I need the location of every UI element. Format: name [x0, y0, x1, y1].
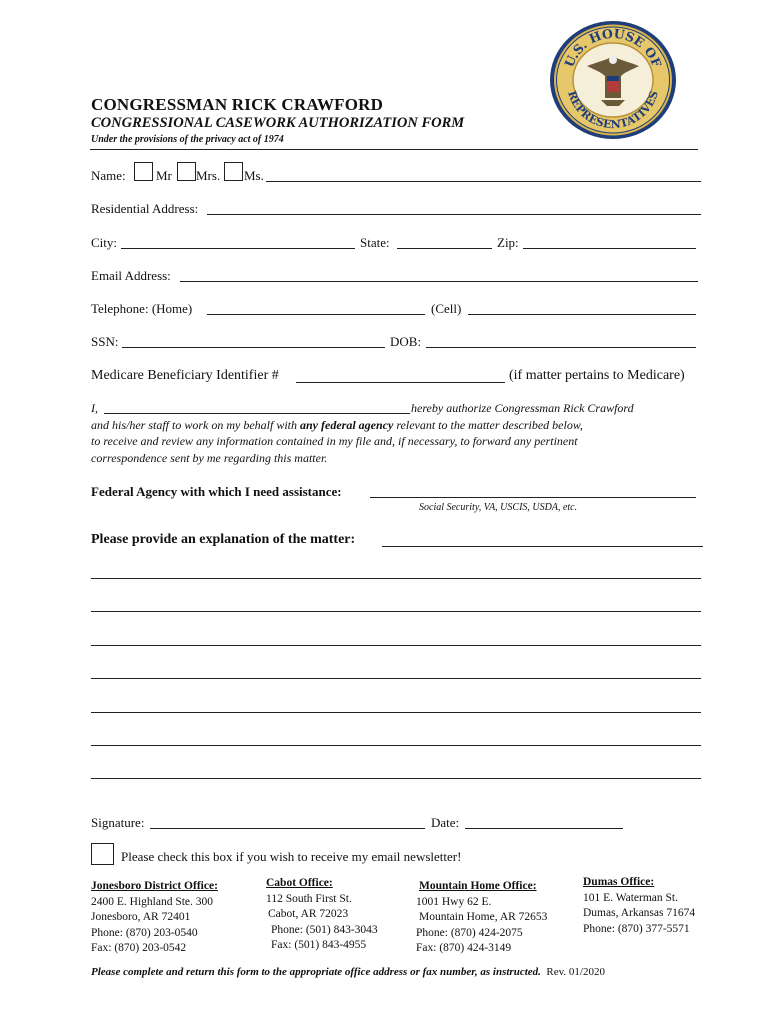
newsletter-checkbox[interactable]	[91, 843, 114, 865]
explanation-label: Please provide an explanation of the matter:	[91, 532, 356, 547]
ssn-field[interactable]	[122, 347, 385, 348]
svg-text:REPRESENTATIVES: REPRESENTATIVES	[565, 89, 661, 132]
office-dumas	[583, 875, 695, 937]
signature-field[interactable]	[150, 828, 425, 829]
auth-line2	[91, 418, 583, 433]
state-field[interactable]	[397, 248, 492, 249]
agency-field[interactable]	[370, 497, 696, 498]
office-line: Mountain Home, AR 72653	[419, 911, 548, 923]
agency-label: Federal Agency with which I need assistance:	[91, 484, 342, 499]
newsletter-label: Please check this box if you wish to receive my email newsletter!	[121, 849, 462, 864]
auth-line3: to receive and review any information contained in my file and, if necessary, to forward any pertinent	[91, 434, 578, 448]
office-line: Jonesboro, AR 72401	[91, 911, 191, 923]
mr-checkbox[interactable]	[134, 162, 153, 181]
office-line: Phone: (870) 203-0540	[91, 926, 198, 939]
header-divider	[90, 149, 698, 150]
page-title: CONGRESSMAN RICK CRAWFORD	[91, 95, 384, 114]
auth-name-field[interactable]	[104, 413, 410, 414]
mr-label: Mr	[156, 168, 172, 183]
name-label: Name:	[91, 168, 126, 183]
date-field[interactable]	[465, 828, 623, 829]
office-line: 112 South First St.	[266, 892, 352, 905]
privacy-note: Under the provisions of the privacy act of 1974	[91, 134, 284, 145]
phone-cell-label: (Cell)	[431, 301, 462, 316]
zip-field[interactable]	[523, 248, 696, 249]
footer-instruction: Please complete and return this form to the appropriate office address or fax number, as instructed.	[91, 966, 541, 978]
dob-field[interactable]	[426, 347, 696, 348]
auth-prefix: I,	[91, 401, 98, 415]
explanation-field-first[interactable]	[382, 546, 703, 547]
auth-line1: hereby authorize Congressman Rick Crawford	[411, 401, 634, 415]
phone-home-field[interactable]	[207, 314, 425, 315]
medicare-note: (if matter pertains to Medicare)	[509, 368, 685, 383]
office-line: Fax: (870) 424-3149	[416, 942, 512, 954]
explanation-line[interactable]	[91, 678, 701, 679]
explanation-line[interactable]	[91, 611, 701, 612]
form-subtitle: CONGRESSIONAL CASEWORK AUTHORIZATION FORM	[91, 115, 465, 131]
auth-line4: correspondence sent by me regarding this matter.	[91, 451, 328, 465]
explanation-line[interactable]	[91, 778, 701, 779]
state-label: State:	[360, 235, 390, 250]
city-label: City:	[91, 235, 118, 250]
address-label: Residential Address:	[91, 201, 199, 216]
auth-line2-bold: any federal agency	[300, 418, 394, 432]
office-line: Fax: (870) 203-0542	[91, 942, 187, 954]
office-line: 1001 Hwy 62 E.	[416, 895, 492, 908]
city-field[interactable]	[121, 248, 355, 249]
office-name: Dumas Office:	[583, 876, 655, 888]
phone-home-label: Telephone: (Home)	[91, 301, 193, 316]
medicare-field[interactable]	[296, 382, 505, 383]
office-line: 101 E. Waterman St.	[583, 891, 678, 904]
explanation-line[interactable]	[91, 745, 701, 746]
office-name: Mountain Home Office:	[419, 880, 537, 892]
office-line: Fax: (501) 843-4955	[271, 939, 367, 951]
footer-note	[91, 966, 605, 978]
office-line: Phone: (501) 843-3043	[271, 923, 378, 936]
email-label: Email Address:	[91, 268, 171, 283]
explanation-line[interactable]	[91, 645, 701, 646]
phone-cell-field[interactable]	[468, 314, 696, 315]
agency-hint: Social Security, VA, USCIS, USDA, etc.	[419, 502, 578, 513]
mrs-checkbox[interactable]	[177, 162, 196, 181]
office-jonesboro	[91, 879, 218, 957]
address-field[interactable]	[207, 214, 701, 215]
office-line: Dumas, Arkansas 71674	[583, 907, 696, 919]
ssn-label: SSN:	[91, 334, 119, 349]
explanation-line[interactable]	[91, 712, 701, 713]
name-field[interactable]	[266, 181, 701, 182]
zip-label: Zip:	[497, 235, 519, 250]
office-line: Phone: (870) 424-2075	[416, 926, 523, 939]
medicare-label: Medicare Beneficiary Identifier #	[91, 368, 279, 383]
auth-line2-a: and his/her staff to work on my behalf with	[91, 418, 300, 432]
office-line: 2400 E. Highland Ste. 300	[91, 895, 214, 908]
ms-label: Ms.	[244, 168, 264, 183]
office-cabot	[266, 876, 378, 954]
explanation-line[interactable]	[91, 578, 701, 579]
signature-label: Signature:	[91, 815, 145, 830]
svg-text:U.S. HOUSE OF: U.S. HOUSE OF	[561, 25, 665, 70]
mrs-label: Mrs.	[196, 168, 221, 183]
revision-label: Rev. 01/2020	[546, 966, 605, 978]
office-name: Jonesboro District Office:	[91, 880, 218, 892]
office-name: Cabot Office:	[266, 877, 333, 889]
date-label: Date:	[431, 815, 460, 830]
house-seal-icon	[547, 18, 679, 142]
office-line: Phone: (870) 377-5571	[583, 922, 690, 935]
email-field[interactable]	[180, 281, 698, 282]
auth-line2-b: relevant to the matter described below,	[393, 418, 583, 432]
dob-label: DOB:	[390, 334, 422, 349]
office-mountain-home	[416, 879, 547, 957]
ms-checkbox[interactable]	[224, 162, 243, 181]
office-line: Cabot, AR 72023	[268, 908, 349, 920]
